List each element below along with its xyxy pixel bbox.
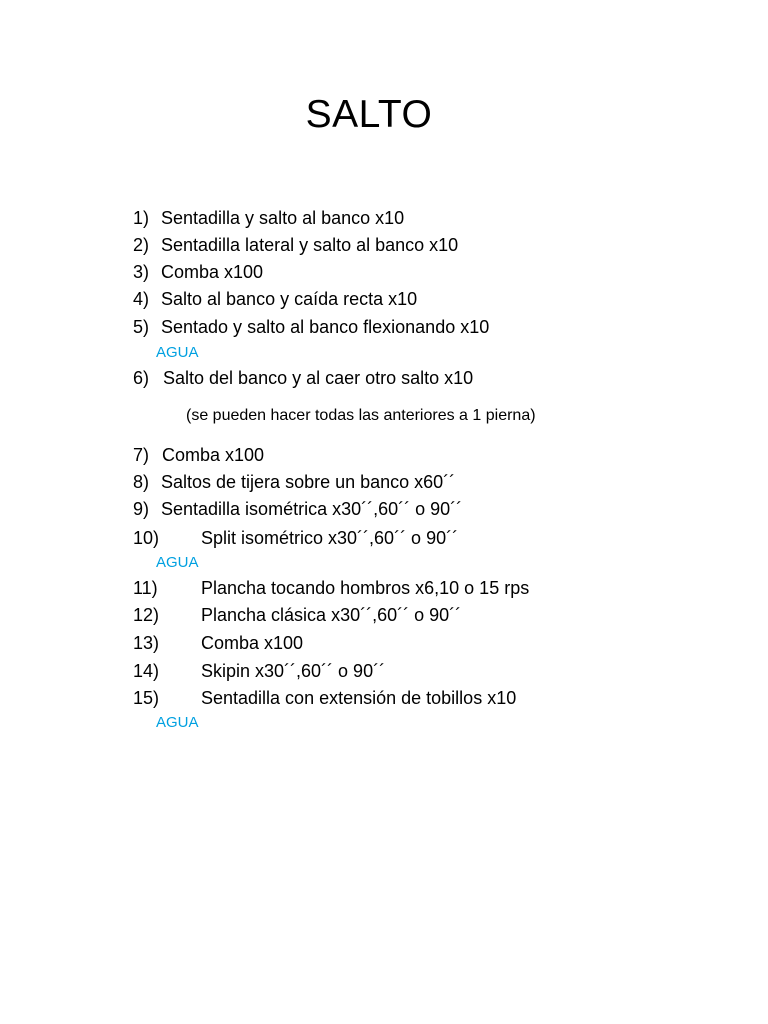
list-item <box>133 471 455 493</box>
list-item-number: 4) <box>133 289 150 309</box>
list-item-number: 13) <box>133 633 160 653</box>
list-item-number: 14) <box>133 661 160 681</box>
list-item <box>133 261 263 283</box>
list-item <box>133 316 489 338</box>
list-item-number: 12) <box>133 605 160 625</box>
list-item-text: Plancha clásica x30´´,60´´ o 90´´ <box>201 605 462 625</box>
list-item-text: Salto al banco y caída recta x10 <box>161 289 418 309</box>
list-item-text: Salto del banco y al caer otro salto x10 <box>163 368 474 388</box>
list-item-text: Sentado y salto al banco flexionando x10 <box>161 317 490 337</box>
note-text: (se pueden hacer todas las anteriores a 1 pierna) <box>186 407 536 424</box>
agua-label: AGUA <box>156 554 199 571</box>
list-item-number: 10) <box>133 528 160 548</box>
agua-label: AGUA <box>156 344 199 361</box>
list-item <box>133 367 473 389</box>
list-item-number: 9) <box>133 499 150 519</box>
list-item-number: 7) <box>133 445 150 465</box>
list-item <box>133 632 303 654</box>
list-item-text: Saltos de tijera sobre un banco x60´´ <box>161 472 456 492</box>
list-item <box>133 207 404 229</box>
list-item-text: Skipin x30´´,60´´ o 90´´ <box>201 661 386 681</box>
agua-label: AGUA <box>156 714 199 731</box>
list-item-text: Comba x100 <box>201 633 304 653</box>
list-item <box>133 498 462 520</box>
list-item-text: Plancha tocando hombros x6,10 o 15 rps <box>201 578 530 598</box>
list-item <box>133 234 458 256</box>
list-item <box>133 444 264 466</box>
list-item-text: Sentadilla lateral y salto al banco x10 <box>161 235 459 255</box>
list-item <box>133 527 458 549</box>
list-item-number: 3) <box>133 262 150 282</box>
list-item <box>133 660 385 682</box>
list-item-text: Split isométrico x30´´,60´´ o 90´´ <box>201 528 459 548</box>
list-item-number: 15) <box>133 688 160 708</box>
list-item-number: 2) <box>133 235 150 255</box>
list-item-number: 1) <box>133 208 150 228</box>
list-item-number: 6) <box>133 368 150 388</box>
list-item-text: Sentadilla y salto al banco x10 <box>161 208 405 228</box>
list-item <box>133 288 417 310</box>
page-title: SALTO <box>305 93 433 136</box>
list-item-text: Sentadilla con extensión de tobillos x10 <box>201 688 517 708</box>
list-item <box>133 604 461 626</box>
list-item <box>133 577 529 599</box>
list-item-number: 11) <box>133 578 158 598</box>
list-item-text: Comba x100 <box>162 445 265 465</box>
list-item-number: 8) <box>133 472 150 492</box>
list-item <box>133 687 516 709</box>
list-item-number: 5) <box>133 317 150 337</box>
list-item-text: Sentadilla isométrica x30´´,60´´ o 90´´ <box>161 499 463 519</box>
list-item-text: Comba x100 <box>161 262 264 282</box>
